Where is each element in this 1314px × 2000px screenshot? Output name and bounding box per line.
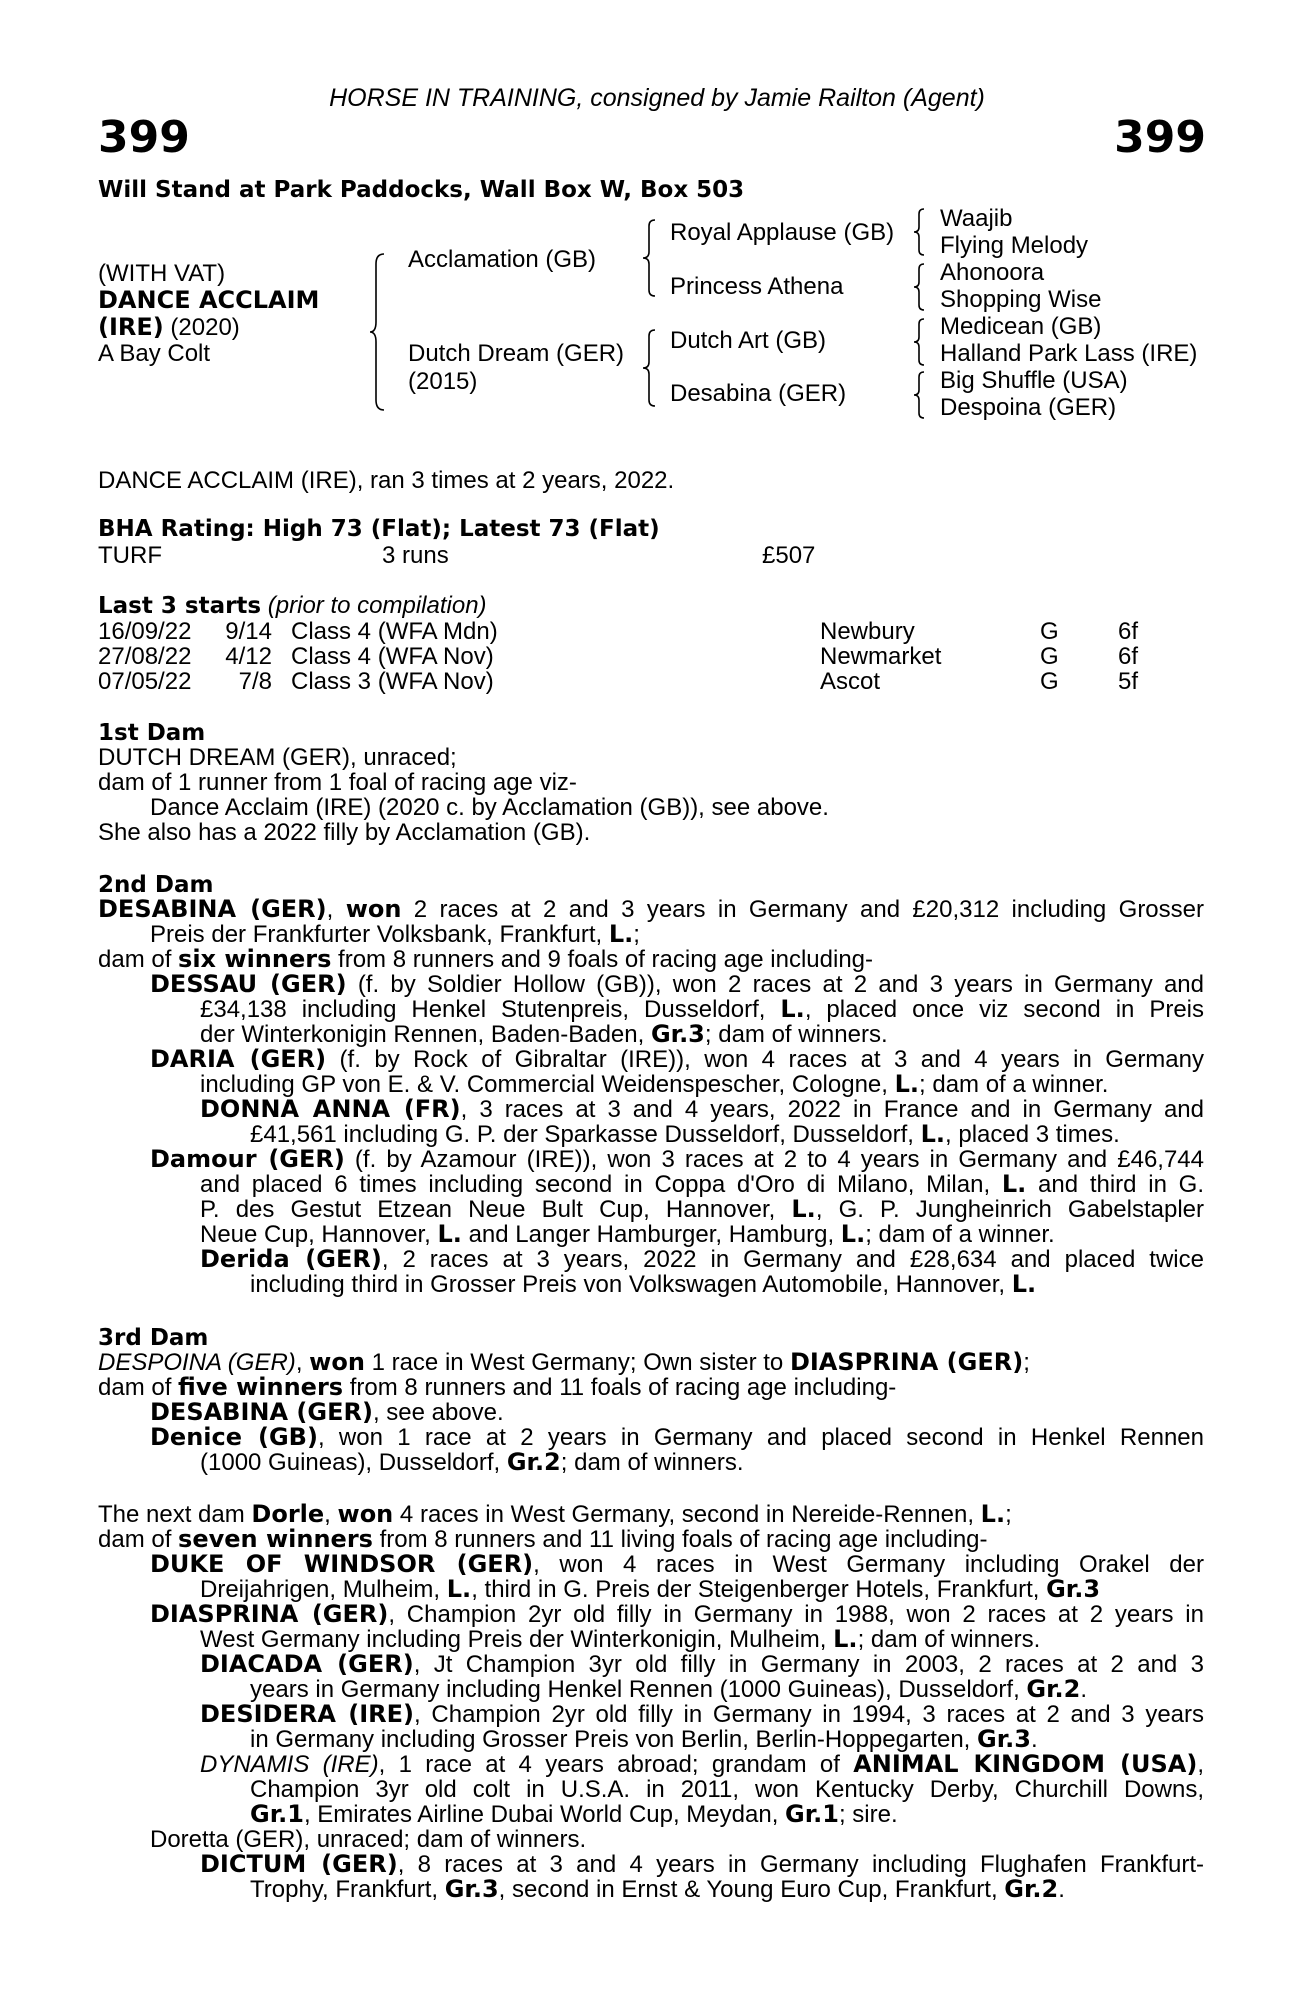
start-race: Class 4 (WFA Nov) [291,643,494,670]
denice-line1 [150,1425,1204,1450]
diasprina-name: DIASPRINA (GER) [150,1600,389,1628]
semicolon: ; [1023,1349,1030,1376]
damour-line4 [200,1222,1204,1247]
comma: , [324,1501,338,1528]
desidera-line1 [200,1702,1204,1727]
desabina-name: DESABINA (GER) [150,1398,373,1426]
gr3-label: Gr.3 [650,1020,705,1048]
duke-text2b: , third in G. Preis der Steigenberger Hotels, Frankfurt, [471,1576,1047,1603]
stand-location: Will Stand at Park Paddocks, Wall Box W, Box 503 [98,177,745,203]
diasprina-text1: , Champion 2yr old filly in Germany in 1988, won 2 races at 2 years in [388,1601,1204,1628]
dorle-text: 4 races in West Germany, second in Nereide-Rennen, [393,1501,981,1528]
damour-line1 [150,1147,1204,1172]
damour-text3: P. des Gestut Etzean Neue Bult Cup, Hannover, [200,1196,792,1223]
semicolon: ; [1005,1501,1012,1528]
animal-kingdom-name: ANIMAL KINGDOM (USA) [853,1750,1198,1778]
listed-label: L. [780,995,805,1023]
pedigree-dam: Dutch Dream (GER) [408,340,625,367]
damour-text4a: Neue Cup, Hannover, [200,1221,438,1248]
dam-of-post: from 8 runners and 11 living foals of racing age including- [372,1526,988,1553]
start-date: 07/05/22 [98,668,192,695]
pedigree-brace-g1 [914,207,930,257]
desidera-name: DESIDERA (IRE) [200,1700,415,1728]
pedigree-dam-year: (2015) [408,368,478,395]
last-starts-heading [98,592,487,620]
pedigree-g3: Ahonoora [940,259,1045,286]
desabina-text: 2 races at 2 and 3 years in Germany and £20,312 including Grosser [401,896,1204,923]
last-starts-title: Last 3 starts [98,593,262,619]
duke-name: DUKE OF WINDSOR (GER) [150,1550,534,1578]
diacada-line1 [200,1652,1204,1677]
gr2-label: Gr.2 [506,1448,561,1476]
rating-runs: 3 runs [382,542,449,569]
pedigree-brace-main [370,252,390,412]
period: . [1080,1676,1088,1703]
daria-text2b: ; dam of a winner. [919,1071,1109,1098]
comma: , [295,1349,310,1376]
derida-text2: including third in Grosser Preis von Volkswagen Automobile, Hannover, [250,1271,1012,1298]
denice-text2: (1000 Guineas), Dusseldorf, [200,1449,507,1476]
pedigree-sire-dam: Princess Athena [670,273,844,300]
pedigree-g5: Medicean (GB) [940,313,1102,340]
start-date: 16/09/22 [98,618,192,645]
derida-text1: , 2 races at 3 years, 2022 in Germany and £28,634 and placed twice [381,1246,1204,1273]
listed-label: L. [840,1220,866,1248]
third-dam-heading: 3rd Dam [98,1325,209,1351]
dessau-text1: (f. by Soldier Hollow (GB)), won 2 races at 2 and 3 years in Germany and [346,971,1205,998]
dessau-line2 [200,997,1204,1022]
dynamis-line1 [200,1752,1204,1777]
first-dam-line3: Dance Acclaim (IRE) (2020 c. by Acclamation (GB)), see above. [150,794,829,821]
diasprina-line2 [200,1627,1204,1652]
diasprina-text2b: ; dam of winners. [857,1626,1041,1653]
diacada-name: DIACADA (GER) [200,1650,414,1678]
denice-text1: , won 1 race at 2 years in Germany and placed second in Henkel Rennen [317,1424,1204,1451]
start-dist: 6f [1118,643,1139,670]
winners-count: five winners [178,1373,344,1401]
pedigree-dam-sire: Dutch Art (GB) [670,327,827,354]
second-dam-line3 [98,947,1204,972]
first-dam-line1: DUTCH DREAM (GER), unraced; [98,744,457,771]
dictum-line1 [200,1852,1204,1877]
despoina-text: 1 race in West Germany; Own sister to [364,1349,790,1376]
first-dam-line4: She also has a 2022 filly by Acclamation (GB). [98,819,591,846]
daria-line1 [150,1047,1204,1072]
won-label: won [337,1500,394,1528]
pedigree-dam-dam: Desabina (GER) [670,380,847,407]
damour-line2 [200,1172,1204,1197]
start-dist: 6f [1118,618,1139,645]
pedigree-sire: Acclamation (GB) [408,246,597,273]
donna-line1 [200,1097,1204,1122]
donna-line2 [250,1122,1204,1147]
third-dam-line1 [98,1350,1204,1375]
won-label: won [309,1348,365,1376]
dessau-line3 [200,1022,1204,1047]
duke-line2 [200,1577,1204,1602]
damour-line3 [200,1197,1204,1222]
dorle-name: Dorle [251,1500,325,1528]
rating-earnings: £507 [762,542,816,569]
desabina-name: DESABINA (GER) [98,895,327,923]
consignment-header: HORSE IN TRAINING, consigned by Jamie Railton (Agent) [329,84,985,112]
listed-label: L. [1011,1270,1037,1298]
horse-origin: (IRE) [98,313,164,341]
start-going: G [1040,618,1059,645]
sister-name: DIASPRINA (GER) [789,1348,1024,1376]
dessau-line1 [150,972,1204,997]
pedigree-g8: Despoina (GER) [940,394,1117,421]
pedigree-g4: Shopping Wise [940,286,1102,313]
gr3-label: Gr.3 [977,1725,1031,1753]
damour-text3b: , G. P. Jungheinrich Gabelstapler [815,1196,1204,1223]
start-course: Ascot [820,668,881,695]
pedigree-brace-dam [643,328,663,408]
doretta-line: Doretta (GER), unraced; dam of winners. [150,1826,587,1853]
duke-text2: Dreijahrigen, Mulheim, [200,1576,447,1603]
dessau-text3: der Winterkonigin Rennen, Baden-Baden, [200,1021,651,1048]
start-pos: 7/8 [238,668,272,695]
start-going: G [1040,643,1059,670]
lot-number-left: 399 [98,112,190,163]
semicolon: ; [633,921,640,948]
dictum-line2 [250,1877,1204,1902]
pedigree-brace-g4 [914,370,930,420]
horse-description: A Bay Colt [98,340,211,367]
pedigree-sire-sire: Royal Applause (GB) [670,219,895,246]
start-pos: 9/14 [225,618,272,645]
desabina-text2: Preis der Frankfurter Volksbank, Frankfurt, [150,921,609,948]
damour-text4b: and Langer Hamburger, Hamburg, [461,1221,841,1248]
listed-label: L. [1001,1170,1027,1198]
daria-text1: (f. by Rock of Gibraltar (IRE)), won 4 races at 3 and 4 years in Germany [326,1046,1204,1073]
derida-line2 [250,1272,1204,1297]
third-dam-line2 [98,1375,1204,1400]
listed-label: L. [920,1120,946,1148]
donna-name: DONNA ANNA (FR) [200,1095,461,1123]
dessau-name: DESSAU (GER) [150,970,347,998]
rating-surface: TURF [98,542,162,569]
horse-origin-year [98,313,240,342]
damour-name: Damour (GER) [150,1145,345,1173]
second-dam-line1 [98,897,1204,922]
pedigree-g7: Big Shuffle (USA) [940,367,1128,394]
gr2-label: Gr.2 [1004,1875,1059,1903]
dictum-name: DICTUM (GER) [200,1850,398,1878]
damour-text2a: and placed 6 times including second in Coppa d'Oro di Milano, Milan, [200,1171,1002,1198]
vat-note: (WITH VAT) [98,260,226,287]
dictum-text2: Trophy, Frankfurt, [250,1876,445,1903]
won-label: won [345,895,402,923]
race-summary: DANCE ACCLAIM (IRE), ran 3 times at 2 years, 2022. [98,467,675,494]
period: . [1058,1876,1065,1903]
desidera-text2: in Germany including Grosser Preis von Berlin, Berlin-Hoppegarten, [250,1726,977,1753]
donna-text1: , 3 races at 3 and 4 years, 2022 in France and in Germany and [460,1096,1204,1123]
donna-text2b: , placed 3 times. [945,1121,1120,1148]
pedigree-g6: Halland Park Lass (IRE) [940,340,1198,367]
start-course: Newmarket [820,643,942,670]
dam-of-post: from 8 runners and 11 foals of racing age including- [343,1374,897,1401]
listed-label: L. [791,1195,816,1223]
desidera-line2 [250,1727,1204,1752]
gr3-label: Gr.3 [444,1875,499,1903]
duke-line1 [150,1552,1204,1577]
dam-of-post: from 8 runners and 9 foals of racing age including- [331,946,874,973]
dynamis-text1: , 1 race at 4 years abroad; grandam of [378,1751,854,1778]
second-dam-heading: 2nd Dam [98,872,214,898]
pedigree-brace-g3 [914,317,930,367]
damour-text2b: and third in G. [1026,1171,1205,1198]
start-race: Class 3 (WFA Nov) [291,668,494,695]
bha-rating: BHA Rating: High 73 (Flat); Latest 73 (Flat) [98,516,660,542]
desidera-text1: , Champion 2yr old filly in Germany in 1994, 3 races at 2 and 3 years [414,1701,1205,1728]
derida-name: Derida (GER) [200,1245,382,1273]
comma: , [1197,1751,1204,1778]
damour-text1: (f. by Azamour (IRE)), won 3 races at 2 to 4 years in Germany and £46,744 [344,1146,1204,1173]
winners-count: six winners [178,945,332,973]
dynamis-text3b: , Emirates Airline Dubai World Cup, Meydan, [303,1801,786,1828]
gr2-label: Gr.2 [1026,1675,1081,1703]
third-dam-desabina [150,1400,1204,1425]
diacada-text1: , Jt Champion 3yr old filly in Germany in 2003, 2 races at 2 and 3 [413,1651,1204,1678]
daria-line2 [200,1072,1204,1097]
listed-label: L. [894,1070,920,1098]
gr1-label: Gr.1 [785,1800,839,1828]
diasprina-line1 [150,1602,1204,1627]
daria-text2: including GP von E. & V. Commercial Weidenspescher, Cologne, [200,1071,895,1098]
first-dam-line2: dam of 1 runner from 1 foal of racing age viz- [98,769,577,796]
denice-name: Denice (GB) [150,1423,318,1451]
comma: , [326,896,346,923]
horse-year: (2020) [163,314,240,341]
lot-number-right: 399 [1114,112,1206,163]
listed-label: L. [608,920,634,948]
dynamis-text3c: ; sire. [838,1801,898,1828]
period: . [1030,1726,1038,1753]
horse-name: DANCE ACCLAIM [98,286,320,314]
pedigree-g2: Flying Melody [940,232,1089,259]
donna-text2: £41,561 including G. P. der Sparkasse Dusseldorf, Dusseldorf, [250,1121,921,1148]
start-date: 27/08/22 [98,643,192,670]
dam-of-pre: dam of [98,946,179,973]
dam-of-pre: dam of [98,1374,179,1401]
pedigree-brace-g2 [914,262,930,312]
pedigree-g1: Waajib [940,205,1013,232]
winners-count: seven winners [178,1525,373,1553]
listed-label: L. [980,1500,1006,1528]
diacada-line2 [250,1677,1204,1702]
dam-of-pre: dam of [98,1526,179,1553]
denice-line2 [200,1450,1204,1475]
derida-line1 [200,1247,1204,1272]
dessau-text2b: , placed once viz second in Preis [804,996,1204,1023]
dynamis-name: DYNAMIS (IRE) [200,1751,379,1778]
dessau-text2: £34,138 including Henkel Stutenpreis, Dusseldorf, [200,996,781,1023]
start-dist: 5f [1118,668,1139,695]
dictum-text2b: , second in Ernst & Young Euro Cup, Frankfurt, [498,1876,1005,1903]
gr1-label: Gr.1 [250,1800,304,1828]
denice-text2b: ; dam of winners. [560,1449,744,1476]
dynamis-line3 [250,1802,1204,1827]
listed-label: L. [833,1625,858,1653]
desabina-text: , see above. [372,1399,504,1426]
despoina-name: DESPOINA (GER) [98,1349,296,1376]
diacada-text2: years in Germany including Henkel Rennen (1000 Guineas), Dusseldorf, [250,1676,1027,1703]
last-starts-note: (prior to compilation) [261,592,487,619]
duke-text1: , won 4 races in West Germany including Orakel der [533,1551,1204,1578]
dessau-text3b: ; dam of winners. [704,1021,888,1048]
first-dam-heading: 1st Dam [98,720,206,746]
damour-text4c: ; dam of a winner. [865,1221,1055,1248]
start-course: Newbury [820,618,915,645]
dynamis-line2: Champion 3yr old colt in U.S.A. in 2011, won Kentucky Derby, Churchill Downs, [250,1776,1204,1803]
next-dam-line2 [98,1527,1204,1552]
pedigree-brace-sire [643,218,663,298]
next-dam-line1 [98,1502,1204,1527]
gr3-label: Gr.3 [1046,1575,1101,1603]
start-pos: 4/12 [225,643,272,670]
start-race: Class 4 (WFA Mdn) [291,618,498,645]
diasprina-text2: West Germany including Preis der Winterkonigin, Mulheim, [200,1626,834,1653]
start-going: G [1040,668,1059,695]
daria-name: DARIA (GER) [150,1045,327,1073]
next-dam-pre: The next dam [98,1501,252,1528]
second-dam-line2 [150,922,1204,947]
dictum-text1: , 8 races at 3 and 4 years in Germany including Flughafen Frankfurt- [397,1851,1205,1878]
listed-label: L. [446,1575,472,1603]
listed-label: L. [437,1220,462,1248]
